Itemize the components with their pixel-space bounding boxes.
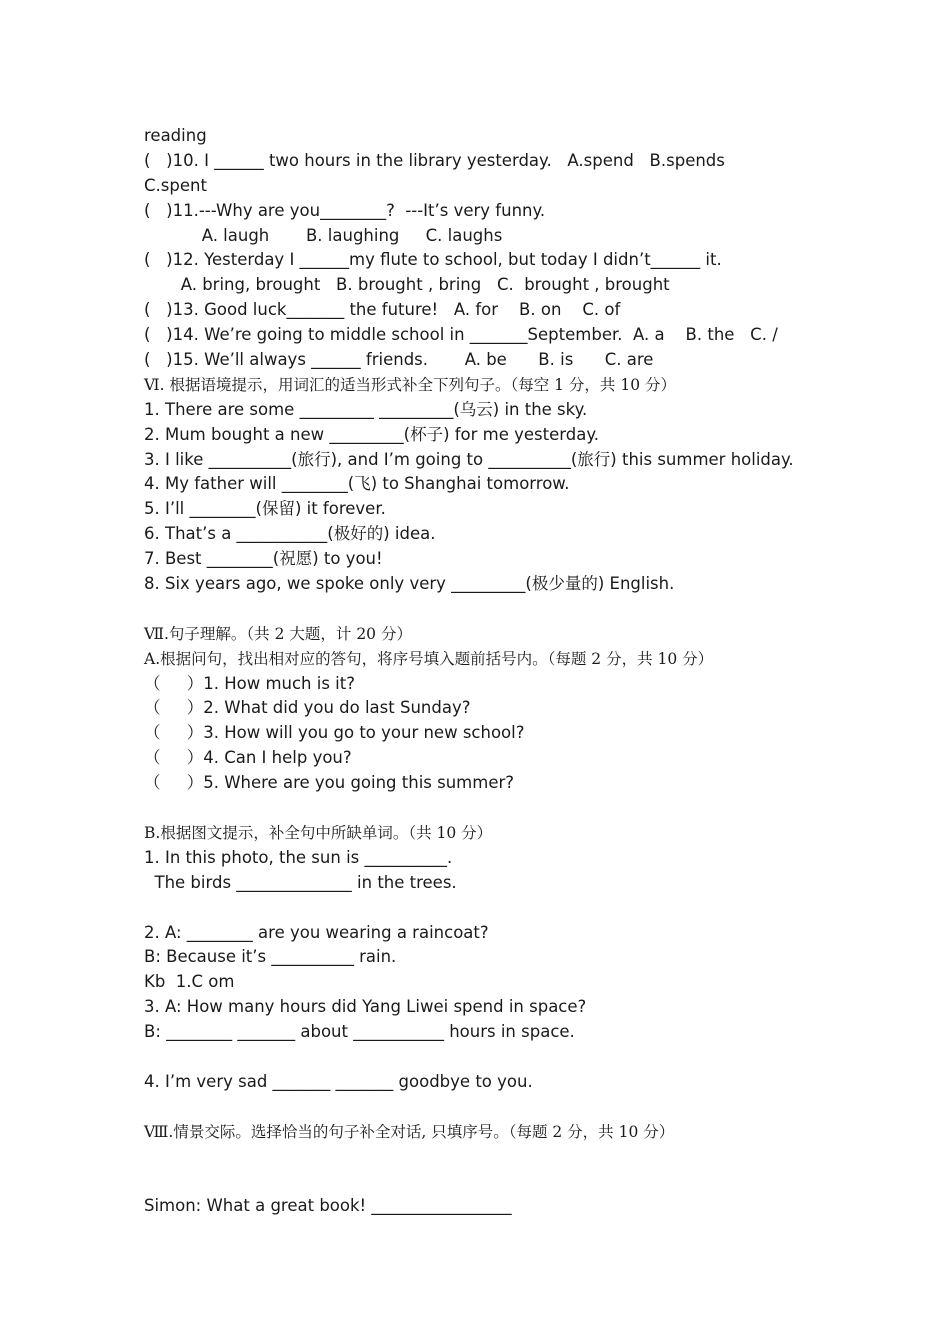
watermark-text: Kb 1.C om	[144, 972, 235, 992]
blank-line	[144, 1095, 844, 1120]
fill-item-5: 5. I’ll ________(保留) it forever.	[144, 499, 386, 519]
fill-item-2: 2. Mum bought a new _________(杯子) for me yesterday.	[144, 424, 600, 444]
question-10: ( )10. I ______ two hours in the library yesterday. A.spend B.spends	[144, 150, 725, 170]
section-6-heading: Ⅵ. 根据语境提示，用词汇的适当形式补全下列句子。（每空 1 分，共 10 分）	[144, 375, 676, 394]
blank-line	[144, 1145, 844, 1170]
question-15: ( )15. We’ll always ______ friends. A. be B. is C. are	[144, 350, 654, 370]
fill-item-7: 7. Best ________(祝愿) to you!	[144, 549, 383, 569]
match-item-2: （ ）2. What did you do last Sunday?	[144, 698, 471, 718]
document-page	[144, 124, 844, 1219]
question-11: ( )11.---Why are you________? ---It’s very funny.	[144, 200, 546, 220]
text-line: C.spent	[144, 175, 207, 195]
question-12: ( )12. Yesterday I ______my flute to school, but today I didn’t______ it.	[144, 250, 722, 270]
section-7b-heading: B.根据图文提示，补全句中所缺单词。（共 10 分）	[144, 823, 493, 842]
question-14: ( )14. We’re going to middle school in _______September. A. a B. the C. /	[144, 325, 778, 345]
picture-item-1b: The birds ______________ in the trees.	[144, 872, 457, 892]
picture-item-2a: 2. A: ________ are you wearing a raincoat?	[144, 922, 489, 942]
match-item-3: （ ）3. How will you go to your new school?	[144, 723, 525, 743]
match-item-1: （ ）1. How much is it?	[144, 673, 355, 693]
section-7-heading: Ⅶ.句子理解。（共 2 大题，计 20 分）	[144, 624, 412, 643]
picture-item-3a: 3. A: How many hours did Yang Liwei spend in space?	[144, 997, 587, 1017]
question-13: ( )13. Good luck_______ the future! A. for B. on C. of	[144, 300, 621, 320]
section-7a-heading: A.根据问句，找出相对应的答句，将序号填入题前括号内。（每题 2 分，共 10 分）	[144, 649, 714, 668]
fill-item-8: 8. Six years ago, we spoke only very _________(极少量的) English.	[144, 574, 675, 594]
match-item-4: （ ）4. Can I help you?	[144, 748, 352, 768]
blank-line	[144, 896, 844, 921]
fill-item-4: 4. My father will ________(飞) to Shanghai tomorrow.	[144, 474, 570, 494]
question-11-options: A. laugh B. laughing C. laughs	[144, 225, 503, 245]
text-line: reading	[144, 126, 207, 145]
blank-line	[144, 597, 844, 622]
picture-item-4: 4. I’m very sad _______ _______ goodbye to you.	[144, 1071, 533, 1091]
picture-item-1a: 1. In this photo, the sun is __________.	[144, 847, 453, 867]
fill-item-1: 1. There are some _________ _________(乌云) in the sky.	[144, 399, 588, 419]
section-8-heading: Ⅷ.情景交际。选择恰当的句子补全对话, 只填序号。（每题 2 分，共 10 分）	[144, 1122, 675, 1141]
picture-item-3b: B: ________ _______ about ___________ hours in space.	[144, 1022, 575, 1042]
picture-item-2b: B: Because it’s __________ rain.	[144, 947, 397, 967]
fill-item-3: 3. I like __________(旅行), and I’m going to __________(旅行) this summer holiday.	[144, 449, 794, 469]
blank-line	[144, 1045, 844, 1070]
blank-line	[144, 796, 844, 821]
fill-item-6: 6. That’s a ___________(极好的) idea.	[144, 524, 436, 544]
match-item-5: （ ）5. Where are you going this summer?	[144, 773, 515, 793]
blank-line	[144, 1169, 844, 1194]
question-12-options: A. bring, brought B. brought , bring C. brought , brought	[144, 275, 670, 295]
dialogue-line-simon: Simon: What a great book! _________________	[144, 1196, 512, 1216]
